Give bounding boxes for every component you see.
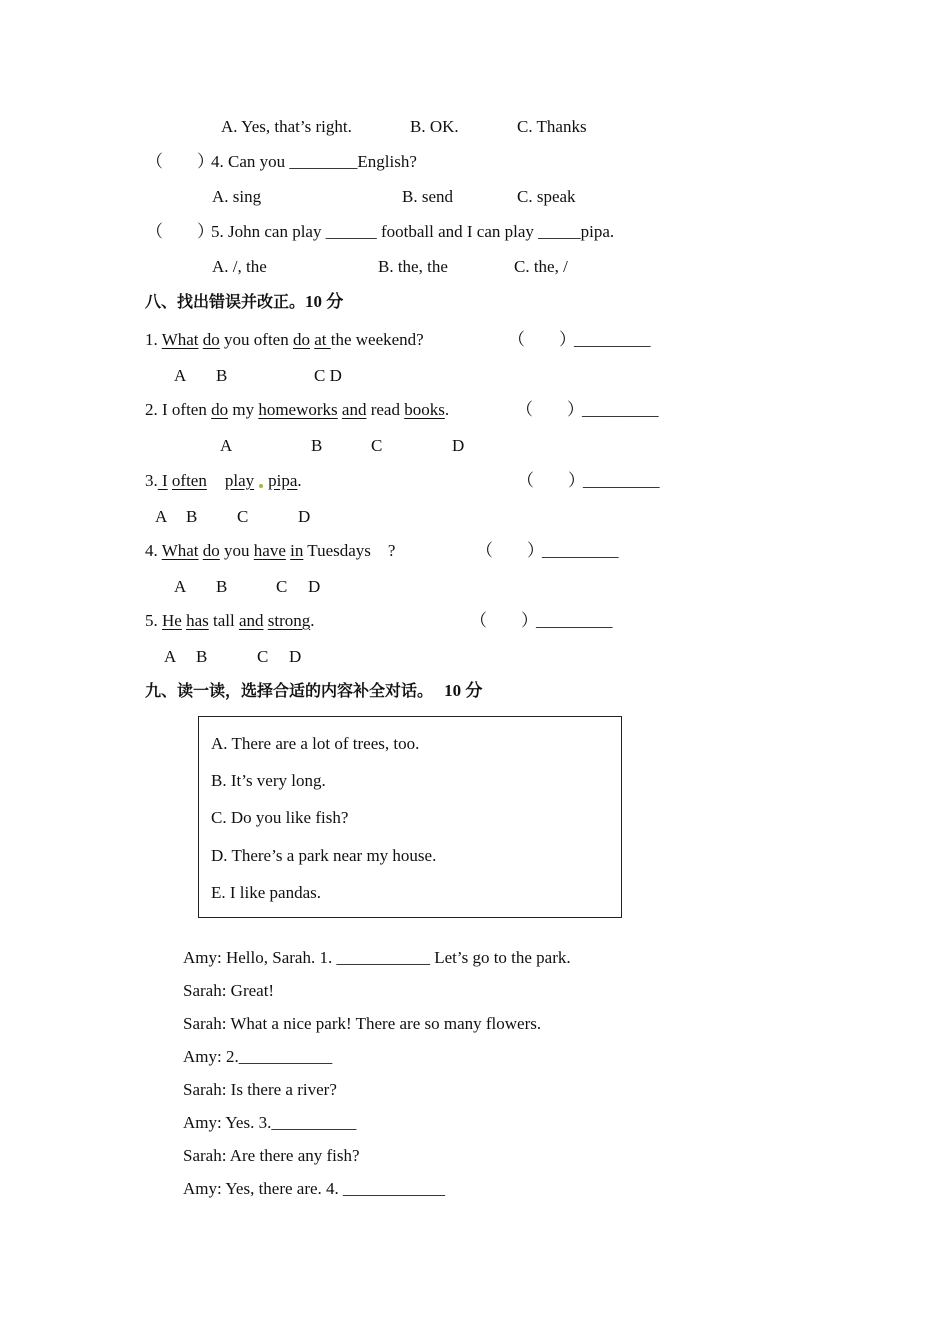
q5-text: John can play ______ football and I can play _____pipa. [228,222,615,241]
dialogue-line-3: Sarah: What a nice park! There are so many flowers. [183,1014,542,1033]
section-8-score: 10 分 [305,292,344,311]
dialogue-line-4: Amy: 2.___________ [183,1047,333,1066]
s8-letter-5d: D [289,647,302,666]
dialogue-line-7: Sarah: Are there any fish? [183,1146,360,1165]
dialogue-line-5: Sarah: Is there a river? [183,1080,337,1099]
s8-sentence-5: 5. He has tall and strong. [145,611,315,630]
q4-option-a: A. sing [212,187,262,206]
box-option-e: E. I like pandas. [211,883,321,902]
s8-paren-5: （ ） [470,611,538,630]
q5-paren: （ ） [146,222,214,241]
q5-option-c: C. the, / [514,257,568,276]
q4-option-b: B. send [402,187,453,206]
s8-letter-3a: A [155,507,168,526]
s8-letter-4d: D [308,577,321,596]
q4-option-c: C. speak [517,187,576,206]
q5-option-b: B. the, the [378,257,448,276]
s8-paren-4: （ ） [476,541,544,560]
box-option-c: C. Do you like fish? [211,808,349,827]
s8-sentence-1: 1. What do you often do at the weekend? [145,330,424,349]
s8-answer-blank-4[interactable]: _________ [542,541,619,560]
stray-dot-mark [259,484,263,488]
q4-paren: （ ） [146,152,214,171]
s8-paren-1: （ ） [508,330,576,349]
q4-number: 4. [211,152,224,171]
q3-option-b: B. OK. [410,117,459,136]
q3-option-c: C. Thanks [517,117,587,136]
s8-letter-3c: C [237,507,249,526]
s8-paren-3: （ ） [517,471,585,490]
s8-letter-4c: C [276,577,288,596]
s8-sentence-2: 2. I often do my homeworks and read books. [145,400,450,419]
dialogue-line-2: Sarah: Great! [183,981,275,1000]
s8-answer-blank-5[interactable]: _________ [536,611,613,630]
s8-sentence-3: 3. I often play pipa. [145,471,302,490]
section-9-score: 10 分 [444,681,483,700]
s8-answer-blank-1[interactable]: _________ [574,330,651,349]
box-option-a: A. There are a lot of trees, too. [211,734,420,753]
s8-answer-blank-3[interactable]: _________ [583,471,660,490]
section-9-heading [145,681,482,701]
s8-letter-2d: D [452,436,465,455]
section-8-title: 八、找出错误并改正。 [145,292,306,311]
section-9-title: 九、读一读，选择合适的内容补全对话。 [145,681,434,700]
section-8-heading [145,292,343,312]
s8-letter-5a: A [164,647,177,666]
q5-question [211,222,614,242]
s8-letter-1a: A [174,366,187,385]
q4-text: Can you ________English? [228,152,417,171]
s8-sentence-4: 4. What do you have in Tuesdays ? [145,541,396,560]
q5-number: 5. [211,222,224,241]
box-option-b: B. It’s very long. [211,771,326,790]
s8-answer-blank-2[interactable]: _________ [582,400,659,419]
s8-letter-3d: D [298,507,311,526]
q4-question [211,152,417,172]
s8-letter-3b: B [186,507,198,526]
q5-option-a: A. /, the [212,257,267,276]
s8-letter-2a: A [220,436,233,455]
s8-letter-5c: C [257,647,269,666]
s8-letter-4a: A [174,577,187,596]
s8-letter-2c: C [371,436,383,455]
s8-paren-2: （ ） [516,400,584,419]
q3-option-a: A. Yes, that’s right. [221,117,352,136]
s8-letter-4b: B [216,577,228,596]
dialogue-line-1: Amy: Hello, Sarah. 1. ___________ Let’s go to the park. [183,948,571,967]
s8-letter-1cd: C D [314,366,342,385]
dialogue-line-6: Amy: Yes. 3.__________ [183,1113,357,1132]
s8-letter-5b: B [196,647,208,666]
dialogue-line-8: Amy: Yes, there are. 4. ____________ [183,1179,446,1198]
s8-letter-2b: B [311,436,323,455]
box-option-d: D. There’s a park near my house. [211,846,437,865]
s8-letter-1b: B [216,366,228,385]
